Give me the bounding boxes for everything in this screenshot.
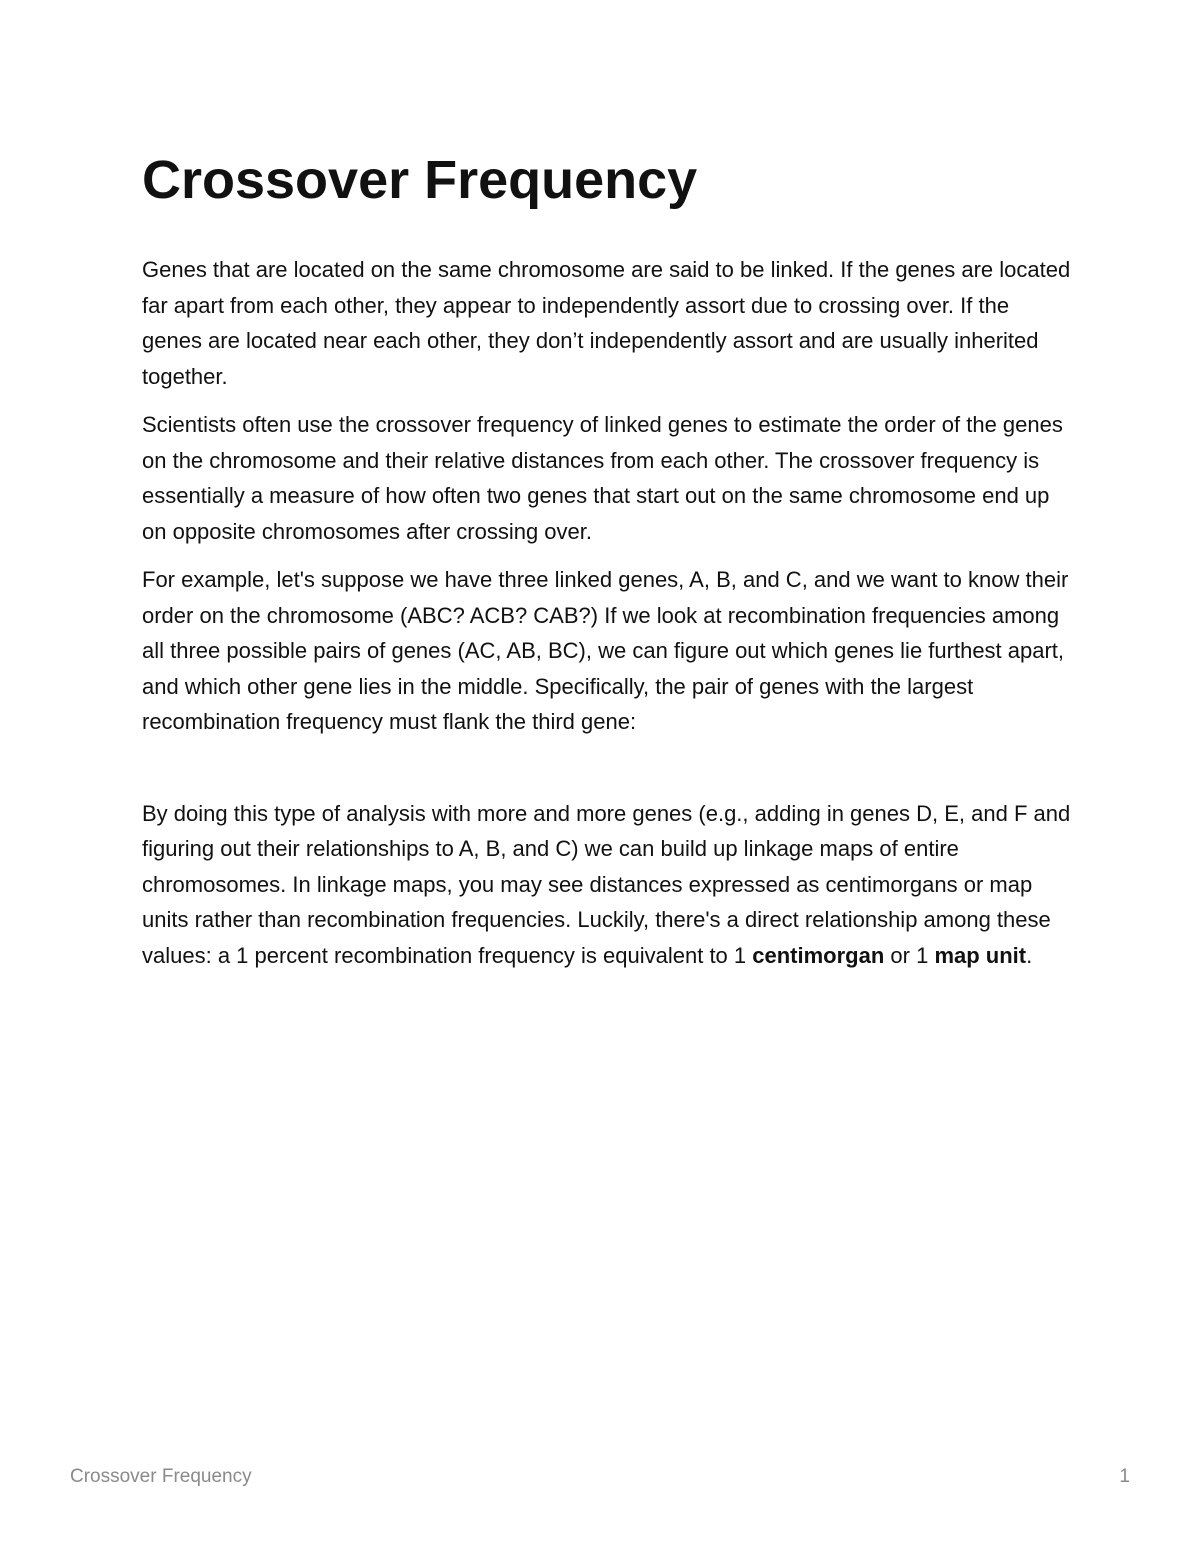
paragraph-linkage-maps-text-1: By doing this type of analysis with more and more genes (e.g., adding in genes D, E, and F and figuring out their relationships to A, B, and C) we can build up linkage maps of entire chromosomes. In linkage maps, you may see distances expressed as centimorgans or map units rather than recombination frequencies. Luckily, there's a direct relationship among these values: a 1 percent recombination frequency is equivalent to 1 [142,800,1071,968]
page-content [142,140,1072,986]
footer-page-number: 1 [1119,1466,1130,1487]
paragraph-crossover-frequency: Scientists often use the crossover frequency of linked genes to estimate the order of the genes on the chromosome and their relative distances from each other. The crossover frequency is essentially a measure of how often two genes that start out on the same chromosome end up on opposite chromosomes after crossing over. [142,412,1063,544]
paragraph-linkage-maps-text-3: . [1026,942,1033,968]
term-centimorgan: centimorgan [752,942,885,968]
term-map-unit: map unit [934,942,1027,968]
figure-placeholder [142,753,1072,796]
footer-document-title: Crossover Frequency [70,1466,252,1487]
paragraph-linkage-maps-text-2: or 1 [884,942,935,968]
paragraph-example: For example, let's suppose we have three linked genes, A, B, and C, and we want to know their order on the chromosome (ABC? ACB? CAB?) If we look at recombination frequencies among all three possible pairs of genes (AC, AB, BC), we can figure out which genes lie furthest apart, and which other gene lies in the middle. Specifically, the pair of genes with the largest recombination frequency must flank the third gene: [142,567,1069,734]
paragraph-linkage-maps [142,796,1072,974]
paragraph-linked-genes: Genes that are located on the same chromosome are said to be linked. If the genes are located far apart from each other, they appear to independently assort due to crossing over. If the genes are located near each other, they don’t independently assort and are usually inherited together. [142,257,1071,389]
document-title: Crossover Frequency [142,150,698,210]
